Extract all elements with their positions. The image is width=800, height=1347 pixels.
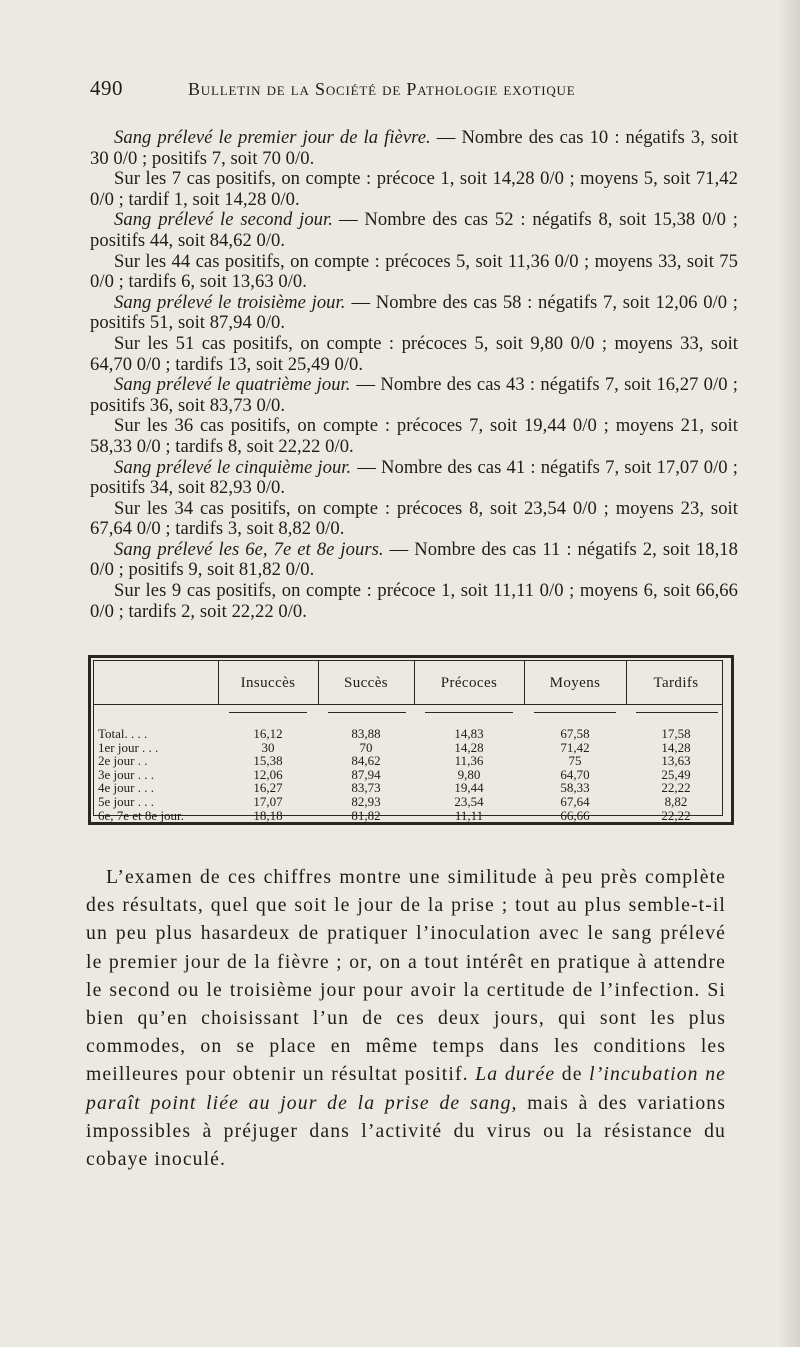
table-cell: 67,64 xyxy=(560,794,590,809)
table-row xyxy=(98,795,728,808)
table-cell: 22,22 xyxy=(661,807,691,823)
results-paragraph xyxy=(90,334,738,375)
paragraph-text: Sur les 36 cas positifs, on compte : précoces 7, soit 19,44 0/0 ; moyens 21, soit 58,33 0/0 ; tardifs 8, soit 22,22 0/0. xyxy=(90,415,738,457)
results-paragraph xyxy=(90,128,738,169)
results-paragraph xyxy=(90,540,738,581)
table-cell: 75 xyxy=(568,753,582,769)
table-cell: 58,33 xyxy=(560,780,590,796)
table-cell: 19,44 xyxy=(454,780,484,796)
row-label: Total. . . . xyxy=(98,726,148,741)
table-cell: 15,38 xyxy=(253,753,283,769)
results-paragraph xyxy=(90,416,738,457)
table-cell: 67,58 xyxy=(560,726,590,741)
conclusion-text-italic: l’incubation ne paraît point liée au jour de la prise de sang, xyxy=(86,1063,726,1114)
page-number: 490 xyxy=(90,76,123,100)
table-cell: 83,73 xyxy=(351,780,381,796)
paragraph-text: — Nombre des cas 58 : négatifs 7, soit 12,06 0/0 ; positifs 51, soit 87,94 0/0. xyxy=(90,291,738,334)
table-row xyxy=(98,754,728,767)
results-paragraphs xyxy=(90,128,738,622)
paragraph-lead-italic: Sang prélevé le troisième jour. xyxy=(114,291,346,313)
paragraph-text: Sur les 51 cas positifs, on compte : précoces 5, soit 9,80 0/0 ; moyens 33, soit 64,70 0/0 ; tardifs 13, soit 25,49 0/0. xyxy=(90,332,738,375)
table-row xyxy=(98,727,728,740)
column-underline xyxy=(328,712,406,713)
row-label: 5e jour . . . xyxy=(98,794,154,809)
paragraph-text: Sur les 9 cas positifs, on compte : précoce 1, soit 11,11 0/0 ; moyens 6, soit 66,66 0/0 ; tardifs 2, soit 22,22 0/0. xyxy=(90,580,738,622)
column-underline xyxy=(425,712,513,713)
table-header-rule xyxy=(93,704,723,705)
table-cell: 13,63 xyxy=(661,753,691,769)
running-title: Bulletin de la Société de Pathologie exotique xyxy=(188,79,576,99)
table-cell: 9,80 xyxy=(457,766,481,782)
paragraph-lead-italic: Sang prélevé le cinquième jour. xyxy=(114,456,352,478)
table-cell: 84,62 xyxy=(351,753,381,769)
table-cell: 23,54 xyxy=(454,794,484,809)
conclusion-text-plain: mais à des variations impossibles à préjuger dans l’activité du virus ou la résistance du cobaye inoculé. xyxy=(86,1091,727,1171)
table-row xyxy=(98,781,728,794)
column-header-moyens: Moyens xyxy=(549,675,601,691)
paragraph-lead-italic: Sang prélevé le quatrième jour. xyxy=(114,374,351,396)
table-row xyxy=(98,741,728,754)
row-label: 4e jour . . . xyxy=(98,780,154,796)
page-header xyxy=(90,76,730,106)
table-cell: 17,07 xyxy=(253,794,283,809)
table-cell: 16,12 xyxy=(253,726,283,741)
results-paragraph xyxy=(90,210,738,251)
column-underline xyxy=(229,712,307,713)
paragraph-text: Sur les 7 cas positifs, on compte : précoce 1, soit 14,28 0/0 ; moyens 5, soit 71,42 0/0 ; tardif 1, soit 14,28 0/0. xyxy=(90,168,738,210)
table-cell: 11,36 xyxy=(454,753,484,769)
table-cell: 14,83 xyxy=(454,726,484,741)
row-label: 1er jour . . . xyxy=(98,739,159,755)
row-label: 6e, 7e et 8e jour. xyxy=(98,807,184,823)
table-cell: 14,28 xyxy=(454,739,484,755)
column-header-succes: Succès xyxy=(343,675,389,691)
paragraph-text: — Nombre des cas 52 : négatifs 8, soit 15,38 0/0 ; positifs 44, soit 84,62 0/0. xyxy=(90,209,738,251)
table-row xyxy=(98,809,728,822)
column-underline xyxy=(534,712,616,713)
column-header-tardifs: Tardifs xyxy=(653,675,699,691)
table-cell: 14,28 xyxy=(661,739,691,755)
column-underline xyxy=(636,712,718,713)
results-paragraph xyxy=(90,252,738,293)
table-cell: 18,18 xyxy=(253,807,283,823)
row-label: 2e jour . . xyxy=(98,753,148,769)
results-paragraph xyxy=(90,499,738,540)
table-cell: 12,06 xyxy=(253,766,283,782)
table-cell: 71,42 xyxy=(560,739,590,755)
conclusion-text-plain: L’examen de ces chiffres montre une similitude à peu près complète des résultats, quel que soit le jour de la prise ; tout au plus semble-t-il un peu plus hasardeux de pratiquer l’inoculation avec le sang prélevé le premier jour de la fièvre ; or, on a tout intérêt en pratique à attendre le second ou le troisième jour pour avoir la certitude de l’infection. Si bien qu’en choisissant l’un de ces deux jours, qui sont les plus commodes, on se place en même temps dans les conditions les meilleures pour obtenir un résultat positif. xyxy=(86,866,726,1086)
results-table xyxy=(88,655,734,825)
table-cell: 8,82 xyxy=(664,794,688,809)
table-cell: 83,88 xyxy=(351,726,381,741)
table-cell: 11,11 xyxy=(454,807,484,823)
paragraph-text: — Nombre des cas 41 : négatifs 7, soit 17,07 0/0 ; positifs 34, soit 82,93 0/0. xyxy=(90,456,738,499)
table-cell: 64,70 xyxy=(560,766,590,782)
paragraph-text: Sur les 34 cas positifs, on compte : précoces 8, soit 23,54 0/0 ; moyens 23, soit 67,64 0/0 ; tardifs 3, soit 8,82 0/0. xyxy=(90,497,738,540)
paragraph-lead-italic: Sang prélevé le premier jour de la fièvre. xyxy=(114,127,431,148)
conclusion-text-plain: de xyxy=(561,1063,583,1086)
table-cell: 25,49 xyxy=(661,766,691,782)
paragraph-text: Sur les 44 cas positifs, on compte : précoces 5, soit 11,36 0/0 ; moyens 33, soit 75 0/0 ; tardifs 6, soit 13,63 0/0. xyxy=(90,250,738,293)
table-cell: 82,93 xyxy=(351,794,381,809)
paragraph-lead-italic: Sang prélevé le second jour. xyxy=(114,209,333,231)
conclusion-paragraph xyxy=(86,863,726,1173)
table-cell: 81,82 xyxy=(351,807,381,823)
paragraph-text: — Nombre des cas 43 : négatifs 7, soit 16,27 0/0 ; positifs 36, soit 83,73 0/0. xyxy=(90,374,738,416)
column-header-precoces: Précoces xyxy=(440,675,498,691)
table-cell: 22,22 xyxy=(661,780,691,796)
table-row xyxy=(98,768,728,781)
conclusion-text xyxy=(86,863,726,1173)
paragraph-text: — Nombre des cas 10 : négatifs 3, soit 30 0/0 ; positifs 7, soit 70 0/0. xyxy=(90,127,738,169)
table-cell: 16,27 xyxy=(253,780,283,796)
table-cell: 30 xyxy=(261,739,275,755)
paragraph-text: — Nombre des cas 11 : négatifs 2, soit 18,18 0/0 ; positifs 9, soit 81,82 0/0. xyxy=(90,538,738,581)
results-paragraph xyxy=(90,375,738,416)
conclusion-text-italic: La durée xyxy=(475,1063,556,1086)
table-cell: 17,58 xyxy=(661,726,691,741)
results-paragraph xyxy=(90,458,738,499)
paragraph-lead-italic: Sang prélevé les 6e, 7e et 8e jours. xyxy=(114,538,384,560)
table-cell: 66,66 xyxy=(560,807,590,823)
results-paragraph xyxy=(90,293,738,334)
results-paragraph xyxy=(90,169,738,210)
table-cell: 87,94 xyxy=(351,766,381,782)
results-paragraph xyxy=(90,581,738,622)
table-cell: 70 xyxy=(359,739,373,755)
column-header-insucces: Insuccès xyxy=(240,675,296,691)
page-edge-shadow xyxy=(778,0,800,1347)
row-label: 3e jour . . . xyxy=(98,766,154,782)
